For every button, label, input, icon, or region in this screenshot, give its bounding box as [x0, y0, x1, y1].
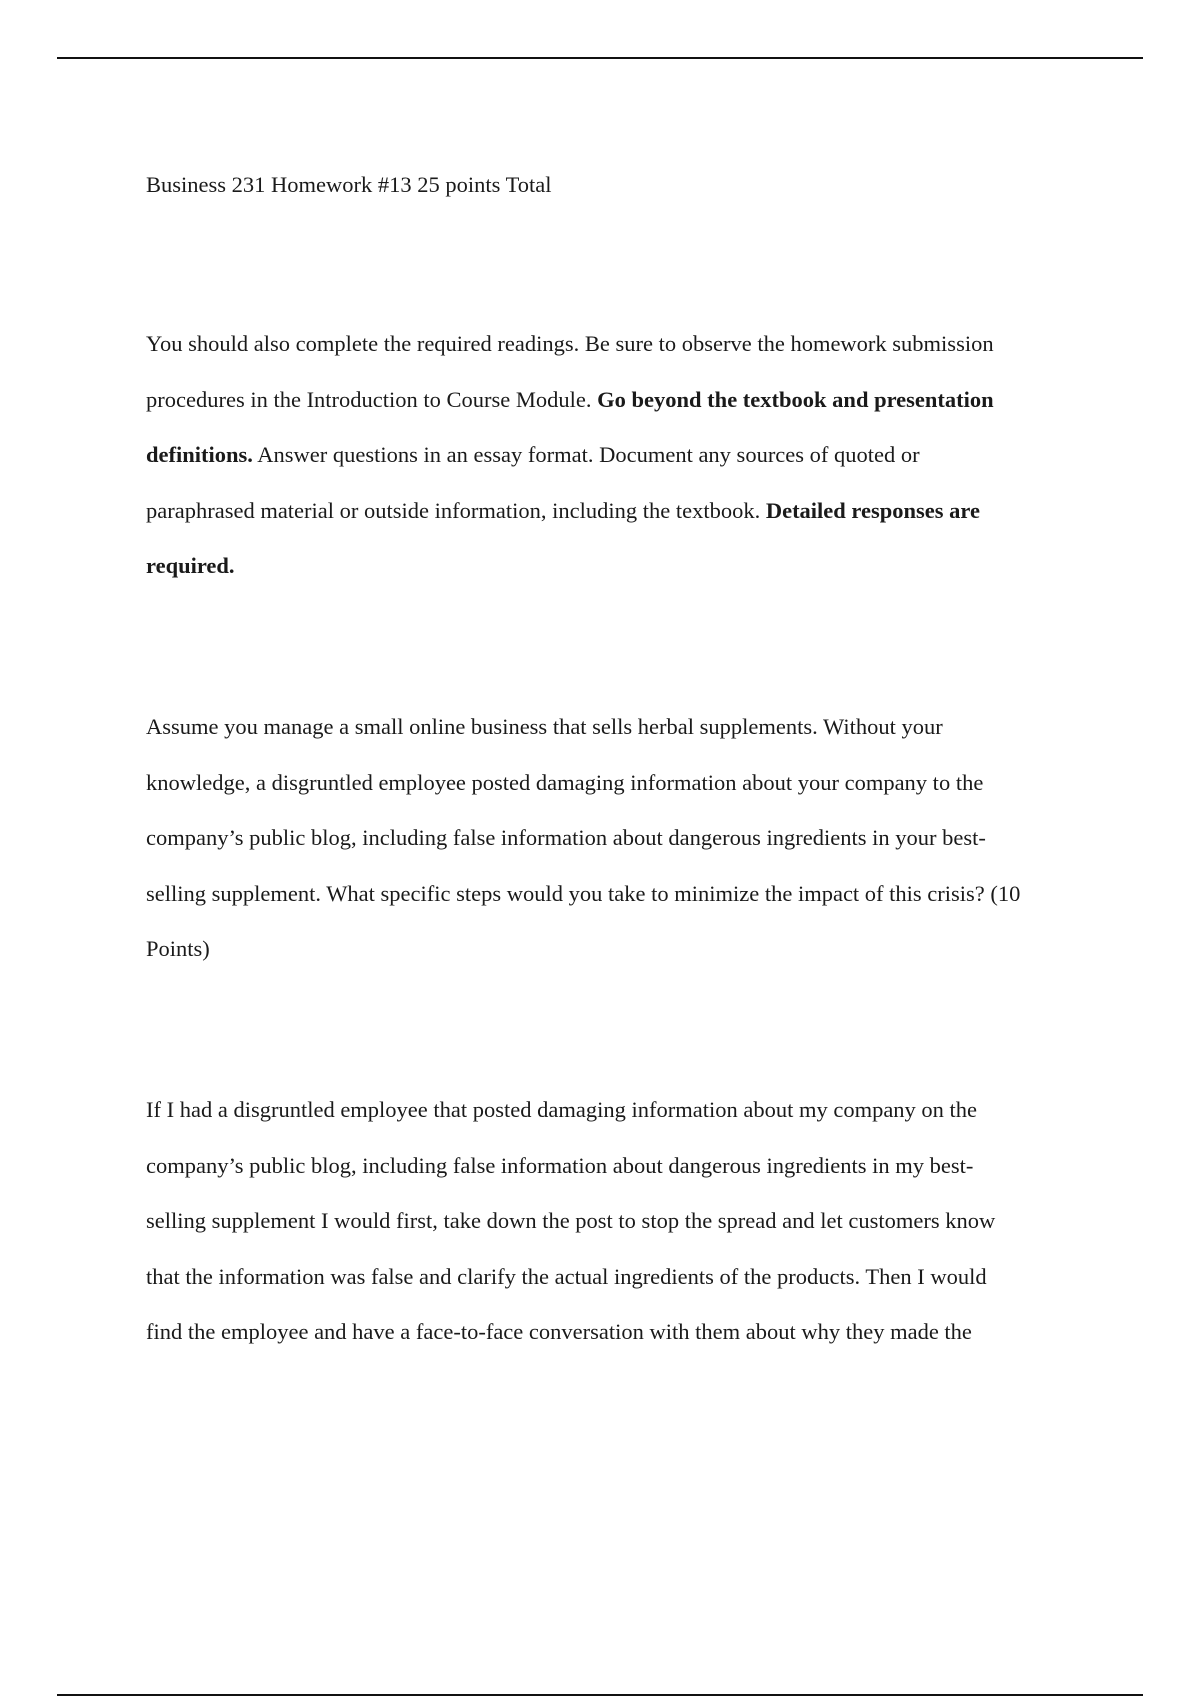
question-line: company’s public blog, including false information about dangerous ingredients in your best- [146, 825, 986, 851]
instructions-text: Answer questions in an essay format. Document any sources of quoted or [252, 442, 920, 468]
instructions-emphasis: required. [146, 553, 235, 579]
question-paragraph [146, 712, 1096, 990]
instructions-text: You should also complete the required readings. Be sure to observe the homework submission [146, 331, 994, 356]
question-line: Points) [146, 936, 210, 962]
instructions-emphasis: definitions. [146, 442, 253, 468]
instructions-emphasis: Detailed responses are [765, 497, 980, 523]
instructions-text: procedures in the Introduction to Course Module. [146, 386, 598, 412]
instructions-emphasis: Go beyond the textbook and presentation [597, 386, 994, 412]
instructions-line [146, 440, 1096, 496]
answer-line: selling supplement I would first, take down the post to stop the spread and let customers know [146, 1208, 996, 1234]
top-rule [57, 57, 1143, 59]
answer-line: If I had a disgruntled employee that posted damaging information about my company on the [146, 1097, 978, 1122]
answer-paragraph [146, 1095, 1096, 1373]
question-line: Assume you manage a small online business that sells herbal supplements. Without your [146, 714, 943, 739]
instructions-line [146, 385, 1096, 441]
answer-line: find the employee and have a face-to-face conversation with them about why they made the [146, 1319, 972, 1345]
answer-line: company’s public blog, including false information about dangerous ingredients in my best- [146, 1152, 974, 1178]
instructions-line [146, 496, 1096, 552]
question-line: selling supplement. What specific steps would you take to minimize the impact of this crisis? (10 [146, 880, 1021, 906]
instructions-line [146, 551, 1096, 607]
question-line: knowledge, a disgruntled employee posted damaging information about your company to the [146, 769, 984, 795]
instructions-paragraph [146, 329, 1096, 607]
bottom-rule [57, 1694, 1143, 1696]
instructions-line [146, 329, 1096, 385]
answer-line: that the information was false and clarify the actual ingredients of the products. Then I would [146, 1263, 987, 1289]
instructions-text: paraphrased material or outside information, including the textbook. [146, 497, 766, 523]
document-title: Business 231 Homework #13 25 points Total [146, 172, 552, 197]
